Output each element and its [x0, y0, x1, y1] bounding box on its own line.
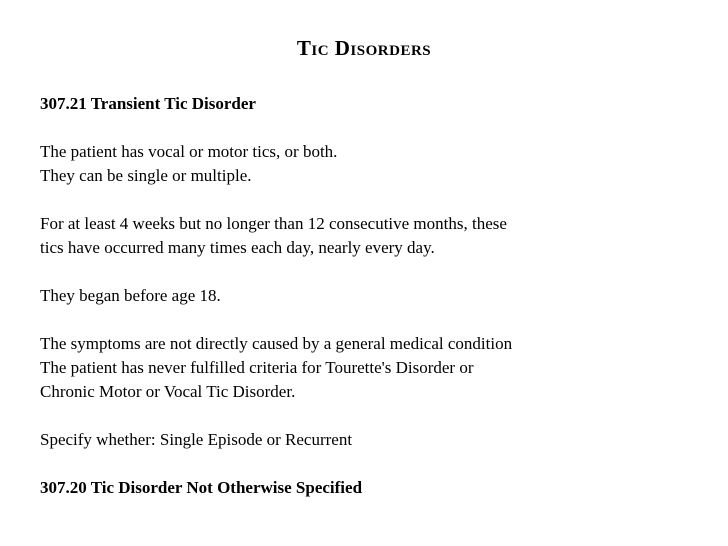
criteria-line: The patient has vocal or motor tics, or both. — [40, 142, 338, 161]
spacer — [40, 404, 710, 428]
page-title: Tic Disorders — [296, 36, 432, 60]
spacer — [40, 452, 710, 476]
specifier-line: Specify whether: Single Episode or Recurrent — [40, 430, 353, 449]
criteria-line: The symptoms are not directly caused by a general medical condition — [40, 334, 513, 353]
slide-content — [40, 92, 710, 500]
criteria-line: For at least 4 weeks but no longer than 12 consecutive months, these — [40, 214, 507, 233]
spacer — [40, 188, 710, 212]
section-heading-tic-nos: 307.20 Tic Disorder Not Otherwise Specified — [40, 478, 363, 497]
spacer — [40, 308, 710, 332]
spacer — [40, 116, 710, 140]
spacer — [40, 260, 710, 284]
criteria-line: They can be single or multiple. — [40, 166, 252, 185]
criteria-line: tics have occurred many times each day, nearly every day. — [40, 238, 435, 257]
criteria-line: The patient has never fulfilled criteria for Tourette's Disorder or — [40, 358, 474, 377]
criteria-line: They began before age 18. — [40, 286, 221, 305]
criteria-line: Chronic Motor or Vocal Tic Disorder. — [40, 382, 296, 401]
section-heading-transient-tic: 307.21 Transient Tic Disorder — [40, 94, 256, 113]
